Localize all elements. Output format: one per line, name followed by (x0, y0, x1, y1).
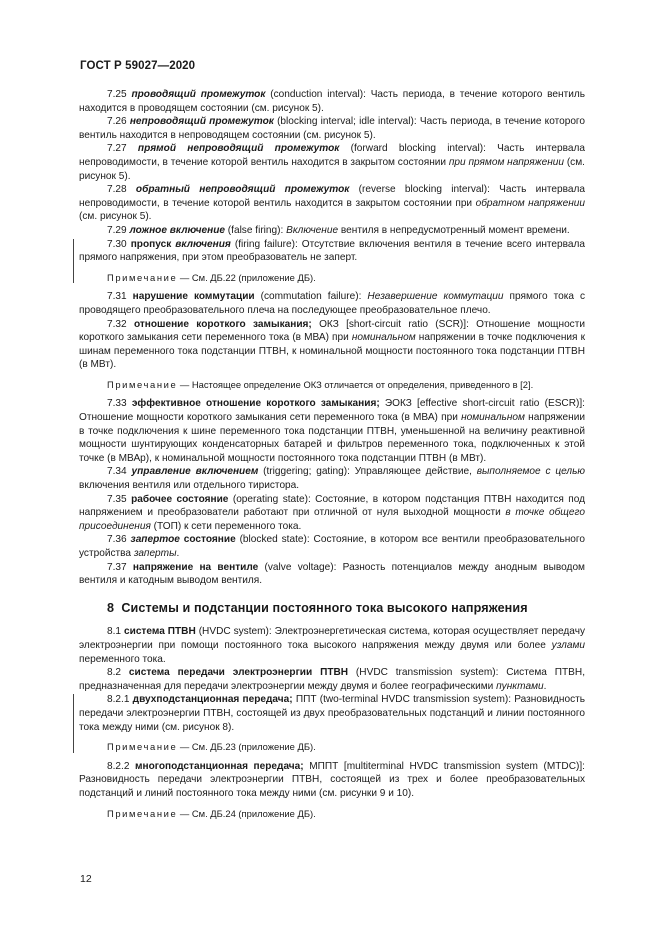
term-name: проводящий промежуток (131, 89, 266, 100)
note-text: — См. ДБ.24 (приложение ДБ). (177, 807, 316, 819)
term-name: непроводящий промежуток (129, 116, 274, 128)
term-definition-end: (см. рисунок 5). (79, 211, 152, 223)
term-definition-end: переменного тока. (79, 653, 166, 665)
term-definition-end: включения вентиля или отдельного тиристора. (79, 480, 300, 492)
term-definition: (firing failure): Отсутствие включения вентиля в течение всего интервала прямого напряжения, при этом преобразователь не заперт. (79, 238, 586, 264)
term-definition: (blocking interval; idle interval): Часть периода, в течение которого вентиль находится в непроводящем состоянии (см. рисунок 5). (79, 116, 586, 141)
term-7-33 (79, 397, 585, 465)
term-7-25 (79, 88, 585, 115)
term-7-27 (79, 142, 585, 183)
term-name: двухподстанционная передача; (132, 694, 293, 706)
clause-number: 8.2 (107, 667, 122, 679)
term-name: рабочее состояние (131, 493, 229, 505)
term-7-29 (79, 224, 585, 238)
clause-number: 7.36 (107, 534, 127, 546)
term-reference: выполняемое с целью (476, 466, 585, 478)
term-name: система ПТВН (124, 626, 196, 638)
term-name: нарушение коммутации (132, 291, 255, 303)
term-definition: (forward blocking interval): Часть интервала непроводимости, в течение которой вентиль находится в закрытом состоянии (79, 143, 585, 168)
term-definition-end: прямого тока с проводящего преобразовательного плеча на последующее преобразовательное плечо. (79, 291, 585, 316)
term-7-26 (79, 115, 585, 142)
term-7-37 (79, 561, 585, 588)
term-definition: МППТ [multiterminal HVDC transmission system (MTDC)]: Разновидность передачи электроэнергии ПТВН, состоящей из трех и более преобразовательных подстанций и линий постоянного тока между ними (см. рисунки 9 и 10). (79, 760, 585, 799)
term-definition: (reverse blocking interval): Часть интервала непроводимости, в течение которой вентиль находится в закрытом состоянии при (79, 184, 585, 209)
note-text: — Настоящее определение ОКЗ отличается от определения, приведенного в [2]. (177, 378, 534, 390)
note-label: Примечание (107, 741, 178, 753)
clause-number: 8.1 (107, 626, 122, 638)
term-definition: (false firing): (224, 224, 287, 236)
clause-number: 7.28 (107, 184, 127, 196)
change-marked-block (79, 238, 585, 285)
term-definition: ОКЗ [short-circuit ratio (SCR)]: Отношение мощности короткого замыкания сети переменного тока (в МВА) при (79, 318, 585, 344)
note-label: Примечание (107, 807, 178, 819)
term-8-2-1 (79, 693, 585, 734)
term-definition-end: . (176, 548, 180, 559)
term-definition: (operating state): Состояние, в котором подстанция ПТВН находится под напряжением и преобразователи работают при отличной от нуля выходной мощности (79, 493, 585, 519)
note-7-30 (79, 271, 585, 285)
term-reference: при прямом напряжении (448, 156, 565, 168)
term-name: состояние (179, 534, 236, 546)
term-7-36 (79, 533, 585, 560)
clause-number: 7.26 (107, 116, 127, 128)
clause-number: 7.37 (107, 561, 127, 573)
clause-number: 7.31 (107, 291, 127, 303)
term-definition: ППТ (two-terminal HVDC transmission system): Разновидность передачи электроэнергии ПТВН, состоящей из двух преобразовательных подстанций и линии постоянного тока между ними (см. рисунок 8). (79, 694, 585, 733)
term-name: прямой непроводящий промежуток (137, 143, 340, 155)
term-definition: ЭОКЗ [effective short-circuit ratio (ESCR)]: Отношение мощности короткого замыкания сети переменного тока (в МВА) при (79, 398, 585, 424)
change-marked-block (79, 693, 585, 753)
term-name: многоподстанционная передача; (135, 760, 304, 772)
term-name: напряжение на вентиле (132, 561, 259, 573)
document-body (79, 88, 585, 826)
clause-number: 7.32 (107, 318, 127, 330)
section-heading (79, 602, 585, 616)
term-8-1 (79, 625, 585, 666)
clause-number: 7.29 (107, 224, 127, 236)
term-name: обратный непроводящий промежуток (135, 184, 350, 196)
term-name-italic: включения (175, 238, 231, 250)
term-definition: (HVDC transmission system): Система ПТВН, предназначенная для передачи электроэнергии между двумя и более географическими (79, 667, 585, 692)
term-7-30 (79, 238, 585, 265)
term-7-28 (79, 183, 585, 224)
term-reference: пунктами (496, 680, 544, 692)
term-definition: (valve voltage): Разность потенциалов между анодным выводом вентиля и катодным выводом вентиля. (79, 561, 585, 587)
term-7-31 (79, 290, 585, 317)
term-definition-end: . (543, 680, 547, 692)
term-name: система передачи электроэнергии ПТВН (128, 667, 349, 679)
term-reference: Незавершение коммутации (367, 291, 504, 303)
document-header: ГОСТ Р 59027—2020 (80, 60, 196, 72)
note-8-2-1 (79, 740, 585, 754)
clause-number: 7.30 (107, 238, 127, 250)
term-definition: (HVDC system): Электроэнергетическая система, которая осуществляет передачу электроэнергии при помощи постоянного тока высокого напряжения между двумя или более (79, 626, 586, 651)
note-8-2-2 (79, 807, 585, 821)
term-reference: в точке общего присоединения (79, 507, 585, 532)
term-7-32 (79, 318, 585, 372)
clause-number: 7.35 (107, 493, 127, 505)
term-name: ложное включение (129, 224, 225, 236)
term-definition: (triggering; gating): Управляющее действие, (258, 466, 477, 478)
note-text: — См. ДБ.23 (приложение ДБ). (177, 741, 316, 753)
term-definition-end: (ТОП) к сети переменного тока. (150, 520, 302, 532)
term-name: управление включением (131, 466, 259, 478)
term-definition: (commutation failure): (254, 291, 368, 303)
term-definition: (blocked state): Состояние, в котором все вентили преобразовательного устройства (79, 534, 585, 559)
clause-number: 7.34 (107, 466, 127, 478)
term-definition-end: (см. рисунок 5). (79, 156, 585, 182)
page-number: 12 (80, 873, 92, 885)
section-number: 8 (107, 600, 115, 615)
term-reference: номинальном (351, 332, 416, 344)
clause-number: 7.27 (107, 143, 127, 155)
term-name: отношение короткого замыкания; (133, 318, 312, 330)
term-7-34 (79, 465, 585, 492)
term-8-2 (79, 666, 585, 693)
term-8-2-2 (79, 760, 585, 801)
term-definition-end: напряжении в точке подключения к шинам переменного тока подстанции ПТВН, к номинальной мощности постоянного тока подстанции ПТВН (в МВт). (79, 332, 585, 371)
clause-number: 8.2.1 (107, 694, 130, 706)
term-definition-end: напряжении в точке подключения к шине переменного тока подстанции ПТВН, уменьшенной на величину реактивной мощности шунтирующих конденсаторных батарей и фильтров переменного тока, подключенных к этой точке (в МВАр), к номинальной мощности постоянного тока подстанции ПТВН (в МВт). (79, 412, 585, 464)
term-reference: номинальном (461, 412, 525, 424)
clause-number: 7.33 (107, 398, 127, 410)
term-reference: узлами (551, 639, 585, 651)
term-reference: Включение (286, 224, 339, 236)
term-definition-end: вентиля в непредусмотренный момент времени. (338, 224, 570, 236)
section-title: Системы и подстанции постоянного тока высокого напряжения (121, 600, 528, 615)
term-name: пропуск (130, 238, 176, 250)
term-definition: (conduction interval): Часть периода, в течение которого вентиль находится в проводящем состоянии (см. рисунок 5). (79, 89, 585, 114)
note-text: — См. ДБ.22 (приложение ДБ). (177, 271, 316, 283)
clause-number: 7.25 (107, 89, 127, 100)
note-label: Примечание (107, 378, 178, 390)
term-name-italic: запертое (130, 534, 180, 546)
clause-number: 8.2.2 (107, 760, 130, 772)
term-7-35 (79, 493, 585, 534)
note-7-32 (79, 378, 585, 392)
note-label: Примечание (107, 271, 178, 283)
term-reference: обратном напряжении (475, 197, 585, 209)
term-name: эффективное отношение короткого замыкания; (131, 398, 380, 410)
term-reference: заперты (133, 548, 177, 559)
